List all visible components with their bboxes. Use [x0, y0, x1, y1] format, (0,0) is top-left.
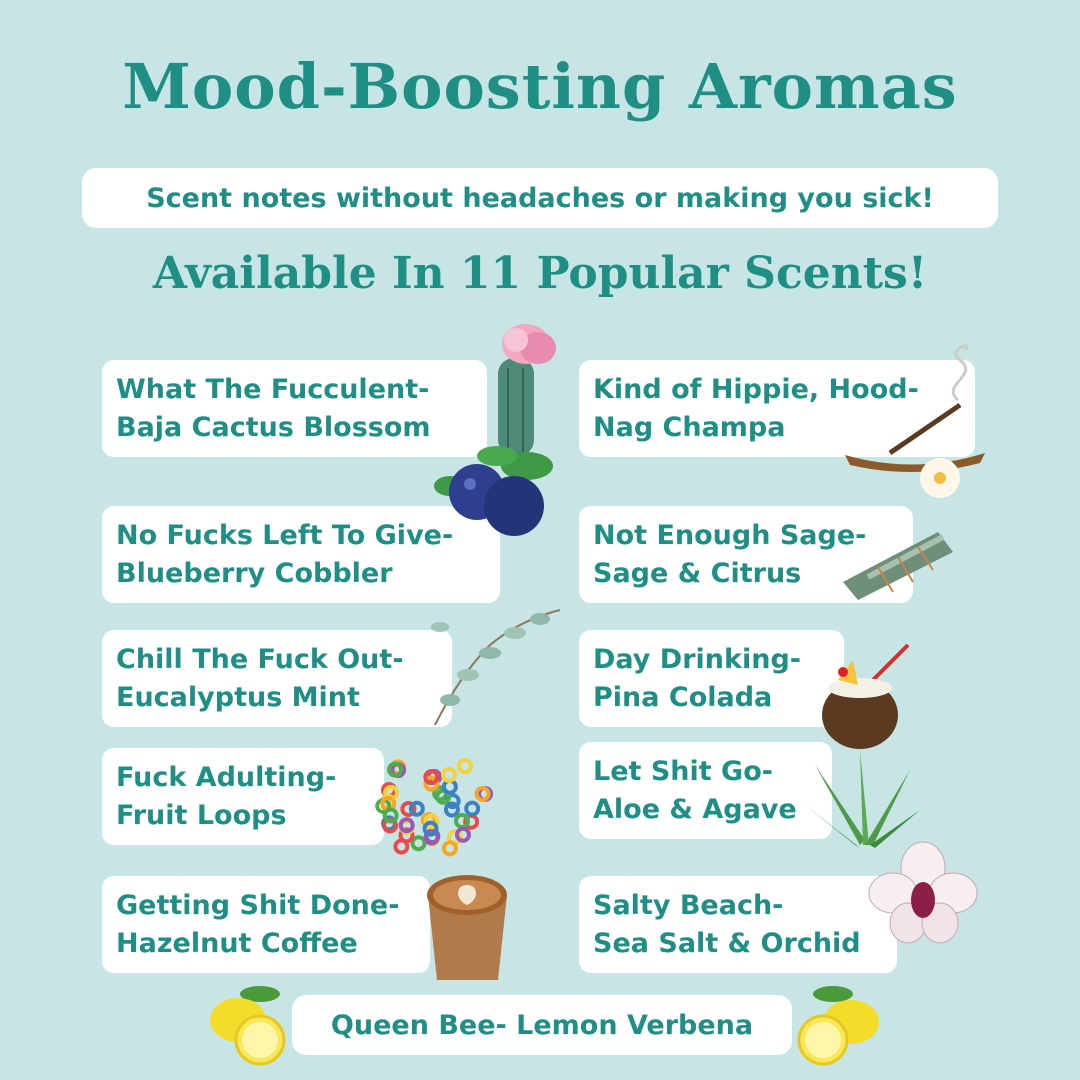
- eucalyptus-icon: [420, 605, 570, 730]
- scent-card-lemon: [292, 995, 792, 1055]
- blueberry-icon: [432, 444, 562, 539]
- scent-name: Not Enough Sage-: [593, 519, 867, 551]
- scent-note: Hazelnut Coffee: [116, 927, 358, 959]
- cactus-blossom-icon: [478, 318, 573, 458]
- scent-note: Fruit Loops: [116, 799, 287, 831]
- scent-name: Day Drinking-: [593, 643, 801, 675]
- scent-card-pina-colada: [579, 630, 844, 727]
- scent-note: Sage & Citrus: [593, 557, 802, 589]
- aloe-icon: [805, 750, 920, 850]
- incense-icon: [840, 345, 1000, 505]
- scent-name: Fuck Adulting-: [116, 761, 337, 793]
- scent-name: Let Shit Go-: [593, 755, 773, 787]
- subtitle-text: Scent notes without headaches or making you sick!: [146, 182, 934, 214]
- orchid-icon: [868, 838, 978, 948]
- coffee-cup-icon: [420, 870, 515, 985]
- scent-card-aloe: [579, 742, 832, 839]
- cereal-icon: [358, 748, 498, 863]
- lemon-icon: [785, 982, 885, 1067]
- scent-note: Pina Colada: [593, 681, 773, 713]
- scent-name: Getting Shit Done-: [116, 889, 400, 921]
- lemon-icon: [200, 982, 300, 1067]
- scents-heading: Available In 11 Popular Scents!: [152, 248, 928, 299]
- page-title: Mood-Boosting Aromas: [122, 50, 958, 123]
- scent-note: Aloe & Agave: [593, 793, 797, 825]
- scent-name: Chill The Fuck Out-: [116, 643, 404, 675]
- coconut-drink-icon: [818, 640, 918, 750]
- subtitle-banner: [82, 168, 998, 228]
- scent-note: Sea Salt & Orchid: [593, 927, 861, 959]
- scent-name: Queen Bee- Lemon Verbena: [330, 1009, 754, 1041]
- scent-note: Blueberry Cobbler: [116, 557, 393, 589]
- scent-card-eucalyptus: [102, 630, 452, 727]
- scent-name: What The Fucculent-: [116, 373, 430, 405]
- sage-bundle-icon: [838, 522, 958, 602]
- scent-note: Baja Cactus Blossom: [116, 411, 431, 443]
- scent-card-coffee: [102, 876, 430, 973]
- scent-card-orchid: [579, 876, 897, 973]
- scent-name: Kind of Hippie, Hood-: [593, 373, 919, 405]
- scent-note: Eucalyptus Mint: [116, 681, 360, 713]
- scent-card-cactus: [102, 360, 487, 457]
- scent-name: No Fucks Left To Give-: [116, 519, 454, 551]
- scent-card-fruit-loops: [102, 748, 384, 845]
- scent-name: Salty Beach-: [593, 889, 784, 921]
- scent-note: Nag Champa: [593, 411, 786, 443]
